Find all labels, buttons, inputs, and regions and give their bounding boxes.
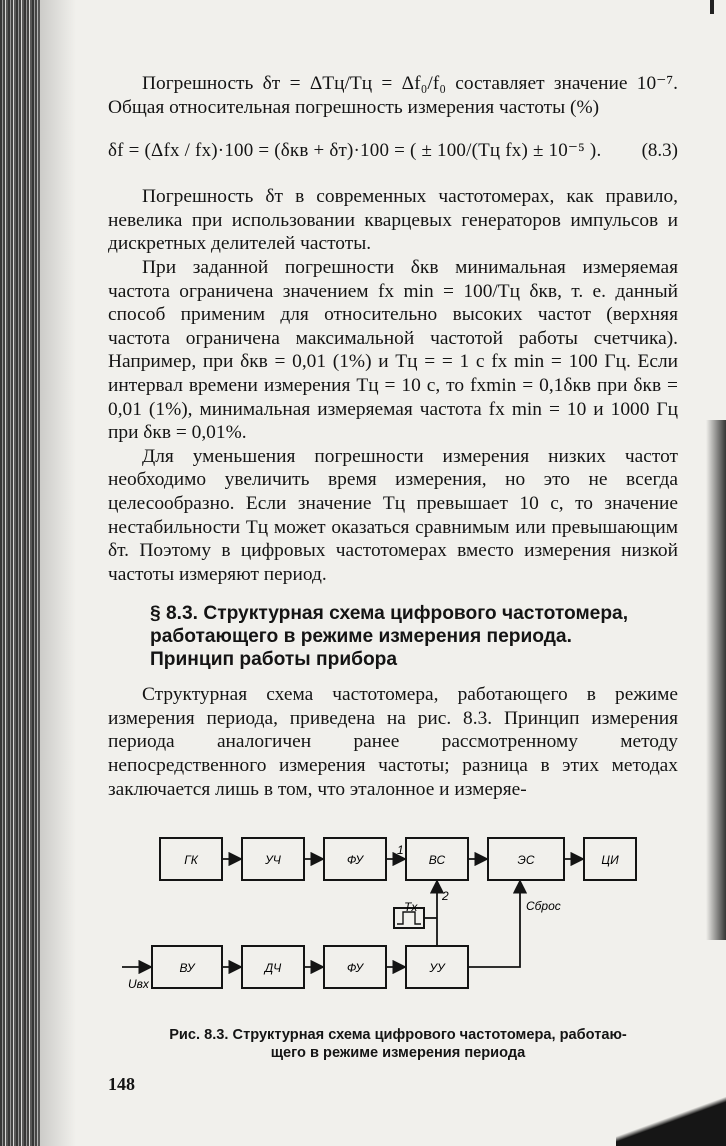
formula-expression: δf = (Δfx / fx)·100 = (δкв + δт)·100 = ( ± 100/(Tц fx) ± 10⁻⁵ ). [108, 140, 602, 162]
label-tx: Tx [404, 900, 418, 914]
block-diagram [108, 828, 688, 1018]
page-mark [710, 0, 714, 14]
paragraph-4: Для уменьшения погрешности измерения низких частот необходимо увеличить время измерения, но это не всегда целесообразно. Если значение Tц превышает 10 с, то значение нестабильности Tц может оказаться сравнимым или превышающим δт. Поэтому в цифровых частотомерах вместо измерения низкой частоты измеряют период. [108, 445, 678, 585]
page-number: 148 [108, 1074, 135, 1094]
paragraph-2: Погрешность δт в современных частотомерах, как правило, невелика при использовании кварцевых генераторов импульсов и дискретных делителей частоты. [108, 186, 678, 255]
formula-8-3 [108, 125, 678, 177]
label-dch: ДЧ [264, 961, 282, 975]
right-page-edge [706, 420, 726, 940]
label-ci: ЦИ [601, 853, 619, 867]
caption-line-1: Рис. 8.3. Структурная схема цифрового частотомера, работаю- [169, 1027, 627, 1043]
heading-line-1: § 8.3. Структурная схема цифрового частотомера, [150, 603, 629, 625]
label-reset: Сброс [526, 899, 561, 913]
section-heading [108, 602, 678, 671]
book-binding-shadow [0, 0, 40, 1146]
label-gk: ГК [184, 853, 198, 867]
label-input-1: 1 [397, 843, 404, 857]
label-es: ЭС [517, 853, 535, 867]
formula-number: (8.3) [641, 140, 678, 162]
page-corner [616, 1076, 726, 1146]
block-diagram-svg [108, 828, 688, 1018]
figure-caption [128, 1026, 668, 1062]
label-fu-top: ФУ [346, 853, 364, 867]
caption-line-2: щего в режиме измерения периода [270, 1045, 526, 1061]
paragraph-5: Структурная схема частотомера, работающего в режиме измерения периода, приведена на рис. 8.3. Принцип измерения периода аналогичен ранее рассмотренному методу непосредственного измерения частоты; разница в этих методах заключается лишь в том, что эталонное и измеряе- [108, 684, 678, 800]
label-vs: ВС [428, 853, 446, 867]
label-uu: УУ [429, 961, 445, 975]
label-vu: ВУ [179, 961, 195, 975]
binding-fade [36, 0, 76, 1146]
label-input: Uвх [128, 977, 149, 991]
heading-line-3: Принцип работы прибора [150, 649, 398, 671]
label-input-2: 2 [442, 889, 449, 903]
paragraph-1: Погрешность δт = ΔTц/Tц = Δf₀/f₀ составляет значение 10⁻⁷. Общая относительная погрешность измерения частоты (%) [108, 73, 678, 118]
label-uch: УЧ [265, 853, 281, 867]
heading-line-2: работающего в режиме измерения периода. [150, 626, 572, 648]
paragraph-3: При заданной погрешности δкв минимальная измеряемая частота ограничена значением fx min = 100/Tц δкв, т. е. данный способ применим для относительно высоких частот (верхняя частота ограничена максимальной частотой работы счетчика). Например, при δкв = 0,01 (1%) и Tц = = 1 с fx min = 100 Гц. Если интервал времени измерения Tц = 10 с, то fxmin = 0,1δкв при δкв = 0,01 (1%), минимальная измеряемая частота fx min = 10 и 1000 Гц при δкв = 0,01%. [108, 256, 678, 444]
page-text [108, 72, 678, 801]
label-fu-bottom: ФУ [346, 961, 364, 975]
